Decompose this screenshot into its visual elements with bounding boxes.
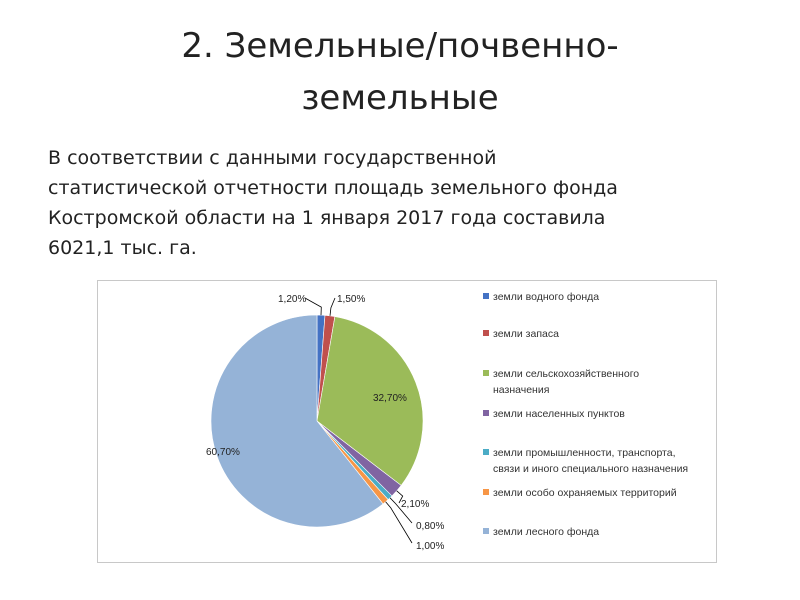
legend-item-3 <box>483 366 715 398</box>
data-label-3: 32,70% <box>373 393 407 404</box>
legend-label-1: земли водного фонда <box>493 291 600 303</box>
legend-swatch-2 <box>483 330 489 336</box>
slide-title <box>40 20 760 124</box>
legend-swatch-1 <box>483 293 489 299</box>
legend-label-4: земли населенных пунктов <box>493 408 625 420</box>
slide-title-line-2: земельные <box>301 78 499 118</box>
slide-body-text <box>48 143 748 263</box>
legend-label-2: земли запаса <box>493 328 559 340</box>
pie-chart <box>98 281 483 562</box>
legend-label-7: земли лесного фонда <box>493 526 600 538</box>
slide-title-line-1: 2. Земельные/почвенно- <box>181 26 619 66</box>
legend-item-1 <box>483 289 715 305</box>
pie-chart-frame <box>97 280 717 563</box>
legend-item-6 <box>483 485 715 501</box>
body-line-4: 6021,1 тыс. га. <box>48 237 197 259</box>
legend-swatch-5 <box>483 449 489 455</box>
body-line-3: Костромской области на 1 января 2017 года составила <box>48 207 606 229</box>
leader-line-2 <box>330 298 335 316</box>
body-line-1: В соответствии с данными государственной <box>48 147 497 169</box>
data-label-2: 1,50% <box>337 294 366 305</box>
legend-item-2 <box>483 326 715 342</box>
body-line-2: статистической отчетности площадь земельного фонда <box>48 177 618 199</box>
legend-label-3: земли сельскохозяйственного назначения <box>493 368 640 396</box>
legend-label-5: земли промышленности, транспорта, связи и иного специального назначения <box>493 447 689 475</box>
legend-swatch-3 <box>483 370 489 376</box>
legend-item-4 <box>483 406 715 422</box>
legend-swatch-6 <box>483 489 489 495</box>
data-label-6: 1,00% <box>416 541 445 552</box>
data-label-1: 1,20% <box>278 294 307 305</box>
data-label-5: 0,80% <box>416 521 445 532</box>
chart-legend <box>483 281 715 562</box>
legend-item-5 <box>483 445 715 477</box>
legend-swatch-7 <box>483 528 489 534</box>
data-label-7: 60,70% <box>206 447 240 458</box>
legend-item-7 <box>483 524 715 540</box>
data-label-4: 2,10% <box>401 499 430 510</box>
legend-swatch-4 <box>483 410 489 416</box>
legend-label-6: земли особо охраняемых территорий <box>493 487 677 499</box>
leader-line-1 <box>305 298 321 315</box>
